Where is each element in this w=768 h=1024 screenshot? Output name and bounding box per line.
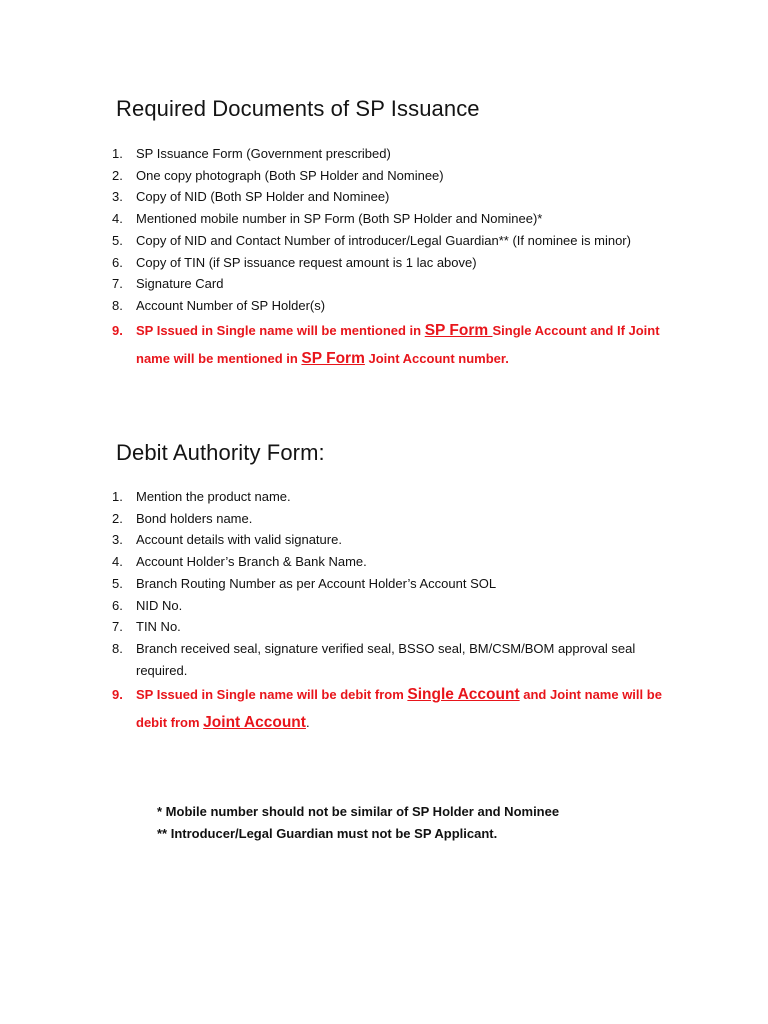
list-item	[0, 616, 676, 638]
item-text: Account Holder’s Branch & Bank Name.	[136, 554, 367, 570]
item-number: 5.	[112, 232, 123, 248]
item-text: NID No.	[136, 597, 183, 613]
item-text: Signature Card	[136, 276, 224, 292]
item-text: TIN No.	[136, 619, 181, 635]
item-text: Mention the product name.	[136, 489, 291, 504]
item-number: 1.	[112, 489, 123, 504]
list-item	[0, 295, 676, 317]
section2-title: Debit Authority Form:	[116, 440, 325, 465]
list-item	[0, 508, 676, 530]
list-item	[0, 230, 676, 252]
list-item	[0, 638, 676, 681]
item-number: 4.	[112, 211, 123, 227]
emphasized-single-account: Single Account	[407, 686, 520, 704]
list-item	[0, 529, 676, 551]
item-text: Mentioned mobile number in SP Form (Both SP Holder and Nominee)*	[136, 211, 543, 227]
item-text: Bond holders name.	[136, 510, 253, 526]
list-item	[0, 551, 676, 573]
item-number: 1.	[112, 146, 123, 161]
required-documents-list	[0, 143, 768, 373]
item-text: Copy of NID and Contact Number of introducer/Legal Guardian** (If nominee is minor)	[136, 232, 631, 248]
emphasized-sp-form: SP Form	[301, 349, 365, 367]
item-number: 7.	[112, 276, 123, 292]
item-text-part: Single Account and If Joint name will be mentioned in	[136, 322, 660, 366]
item-number: 3.	[112, 532, 123, 548]
section1-title: Required Documents of SP Issuance	[116, 96, 480, 121]
item-number: 8.	[112, 640, 123, 656]
item-text-part: SP Issued in Single name will be mentioned in	[136, 322, 425, 338]
item-text: SP Issuance Form (Government prescribed)	[136, 146, 391, 161]
item-text: Branch received seal, signature verified seal, BSSO seal, BM/CSM/BOM approval seal required.	[136, 640, 636, 678]
list-item	[0, 573, 676, 595]
item-text: Copy of TIN (if SP issuance request amount is 1 lac above)	[136, 254, 477, 270]
list-item	[0, 595, 676, 617]
debit-authority-list	[0, 486, 768, 737]
item-number: 8.	[112, 297, 123, 313]
item-number: 5.	[112, 575, 123, 591]
list-item	[0, 208, 676, 230]
item-text: Copy of NID (Both SP Holder and Nominee)	[136, 189, 390, 205]
item-text-part: SP Issued in Single name will be debit from	[136, 687, 408, 703]
item-text-part: Joint Account number.	[364, 350, 509, 366]
list-item	[0, 186, 676, 208]
item-text: Account Number of SP Holder(s)	[136, 297, 326, 313]
item-number: 4.	[112, 554, 123, 570]
item-number: 9.	[112, 687, 123, 703]
footnote-introducer: ** Introducer/Legal Guardian must not be SP Applicant.	[157, 825, 498, 841]
emphasized-joint-account: Joint Account	[203, 714, 306, 732]
item-number: 9.	[112, 322, 123, 338]
list-item	[0, 143, 676, 165]
item-text: One copy photograph (Both SP Holder and Nominee)	[136, 167, 444, 183]
list-item	[0, 486, 676, 508]
list-item	[0, 165, 676, 187]
item-number: 2.	[112, 167, 123, 183]
item-text-part: and Joint name will be debit from	[136, 687, 662, 731]
item-number: 6.	[112, 254, 123, 270]
item-text: Account details with valid signature.	[136, 532, 342, 548]
item-text-part: .	[305, 715, 310, 731]
list-item	[0, 252, 676, 274]
item-number: 3.	[112, 189, 123, 205]
highlighted-list-item	[0, 317, 676, 373]
item-number: 2.	[112, 510, 123, 526]
emphasized-sp-form: SP Form	[424, 321, 493, 339]
item-text: Branch Routing Number as per Account Holder’s Account SOL	[136, 575, 497, 591]
item-number: 7.	[112, 619, 123, 635]
footnotes	[157, 801, 559, 844]
footnote-mobile-number: * Mobile number should not be similar of SP Holder and Nominee	[157, 804, 560, 819]
item-number: 6.	[112, 597, 123, 613]
list-item	[0, 273, 676, 295]
highlighted-list-item	[0, 681, 676, 737]
